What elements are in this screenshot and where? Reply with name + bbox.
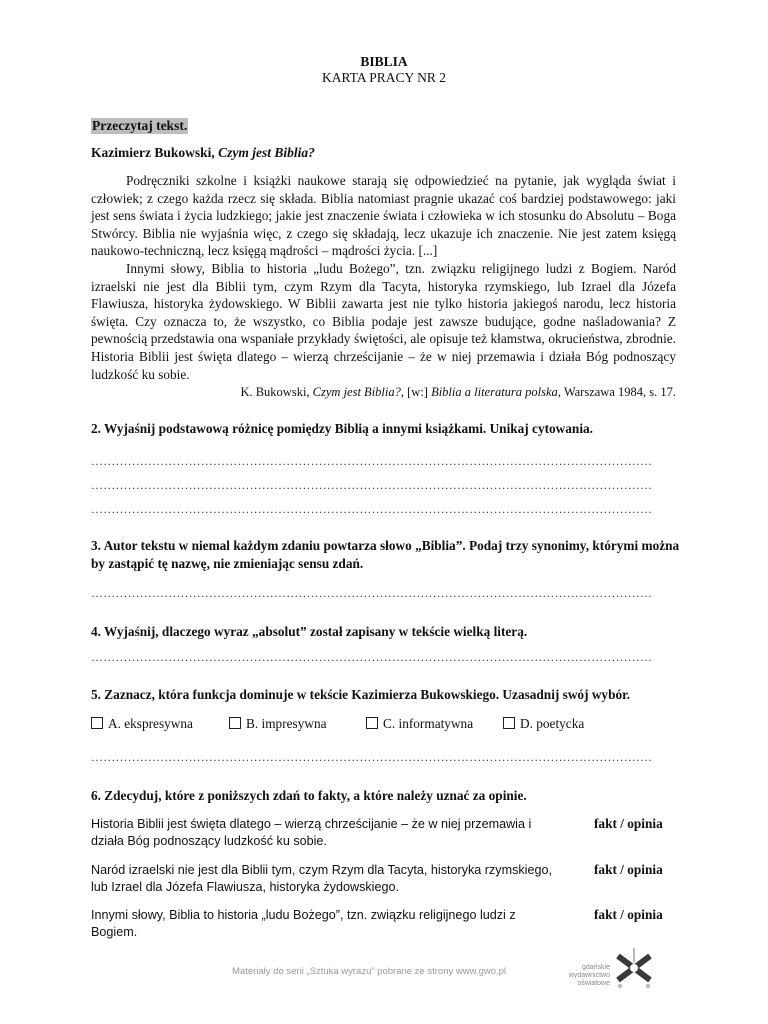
question-3: 3. Autor tekstu w niemal każdym zdaniu powtarza słowo „Biblia”. Podaj trzy synonimy, którymi można by zastąpić tę nazwę, nie zmieniając sensu zdań.: [91, 538, 680, 571]
logo-line: gdańskie: [581, 964, 610, 971]
publisher-logo-text: [560, 964, 610, 988]
passage-paragraph-1: Podręczniki szkolne i książki naukowe starają się odpowiedzieć na pytanie, jak wygląda świat i człowiek; z czego każda rzecz się składa. Biblia natomiast pragnie ukazać coś bardziej podstawowego: jaki jest sens świata i życia ludzkiego; jakie jest znaczenie świata i człowieka w ich stosunku do Absolutu – Boga Stwórcy. Biblia nie wyjaśnia więc, z czego się składają, lecz ukazuje ich znaczenie. Nie jest zatem księgą naukowo-techniczną, lecz księgą mądrości – mądrości życia. [...]: [91, 173, 676, 259]
answer-line[interactable]: …………………………………………………………………………………………………………………………: [91, 651, 653, 663]
fact-opinion-choice-2[interactable]: fakt / opinia: [594, 862, 663, 877]
question-4: 4. Wyjaśnij, dlaczego wyraz „absolut” został zapisany w tekście wielką literą.: [91, 624, 528, 639]
source-mid: , [w:]: [400, 385, 432, 399]
page-subtitle: KARTA PRACY NR 2: [321, 70, 446, 85]
option-label: D. poetycka: [520, 716, 585, 731]
answer-line[interactable]: …………………………………………………………………………………………………………………………: [91, 751, 653, 763]
checkbox-icon[interactable]: [503, 717, 515, 729]
reading-passage: [91, 172, 676, 383]
option-b[interactable]: [229, 716, 366, 732]
reading-heading: [91, 145, 315, 161]
answer-line[interactable]: …………………………………………………………………………………………………………………………: [91, 479, 653, 491]
option-label: C. informatywna: [383, 716, 474, 731]
page-title: BIBLIA: [360, 54, 408, 69]
passage-paragraph-2: Innymi słowy, Biblia to historia „ludu Bożego”, tzn. związku religijnego ludzi z Bogiem. Naród izraelski nie jest dla Biblii tym, czym Rzym dla Tacyta, historyka rzymskiego, lub Izrael dla Józefa Flawiusza, historyka żydowskiego. W Biblii zawarta jest nie tylko historia jakiegoś narodu, lecz historia święta. Czy oznacza to, że wszystko, co Biblia podaje jest zawsze budujące, godne naśladowania? Z pewnością przedstawia ona wspaniałe przykłady świętości, ale opisuje też kłamstwa, okrucieństwa, zbrodnie. Historia Biblii jest święta dlatego – wierzą chrześcijanie – że w niej przemawia i działa Bóg podnoszący ludzkość ku sobie.: [91, 260, 676, 382]
question-2: 2. Wyjaśnij podstawową różnicę pomiędzy Biblią a innymi książkami. Unikaj cytowania.: [91, 421, 593, 436]
statement-3: Innymi słowy, Biblia to historia „ludu Bożego”, tzn. związku religijnego ludzi z Bogiem.: [91, 908, 516, 939]
source-book: Biblia a literatura polska: [431, 385, 558, 399]
option-a[interactable]: [91, 716, 229, 732]
option-d[interactable]: [503, 716, 584, 732]
instruction-highlight: Przeczytaj tekst.: [92, 118, 188, 133]
checkbox-icon[interactable]: [366, 717, 378, 729]
function-options: [91, 716, 584, 732]
checkbox-icon[interactable]: [229, 717, 241, 729]
question-6: 6. Zdecyduj, które z poniższych zdań to fakty, a które należy uznać za opinie.: [91, 788, 527, 803]
statement-2: Naród izraelski nie jest dla Biblii tym, czym Rzym dla Tacyta, historyka rzymskiego, lub Izrael dla Józefa Flawiusza, historyka żydowskiego.: [91, 863, 552, 894]
fact-opinion-choice-3[interactable]: fakt / opinia: [594, 907, 663, 922]
option-label: A. ekspresywna: [108, 716, 193, 731]
publisher-logo-icon: [612, 946, 656, 990]
answer-line[interactable]: …………………………………………………………………………………………………………………………: [91, 587, 653, 599]
reading-author: Kazimierz Bukowski,: [91, 145, 215, 160]
fact-opinion-choice-1[interactable]: fakt / opinia: [594, 816, 663, 831]
logo-line: oświatowe: [577, 980, 610, 987]
checkbox-icon[interactable]: [91, 717, 103, 729]
source-citation: [240, 385, 676, 400]
reading-title: Czym jest Biblia?: [218, 145, 315, 160]
source-suffix: , Warszawa 1984, s. 17.: [557, 385, 676, 399]
statement-1: Historia Biblii jest święta dlatego – wierzą chrześcijanie – że w niej przemawia i działa Bóg podnoszący ludzkość ku sobie.: [91, 817, 532, 848]
logo-line: wydawnictwo: [568, 972, 610, 979]
answer-line[interactable]: …………………………………………………………………………………………………………………………: [91, 503, 653, 515]
source-title: Czym jest Biblia?: [312, 385, 401, 399]
option-label: B. impresywna: [246, 716, 327, 731]
answer-line[interactable]: …………………………………………………………………………………………………………………………: [91, 455, 653, 467]
footer-note: Materiały do serii „Sztuka wyrazu” pobrane ze strony www.gwo.pl: [232, 966, 507, 977]
question-5: 5. Zaznacz, która funkcja dominuje w tekście Kazimierza Bukowskiego. Uzasadnij swój wybór.: [91, 687, 631, 702]
source-prefix: K. Bukowski,: [240, 385, 313, 399]
option-c[interactable]: [366, 716, 503, 732]
